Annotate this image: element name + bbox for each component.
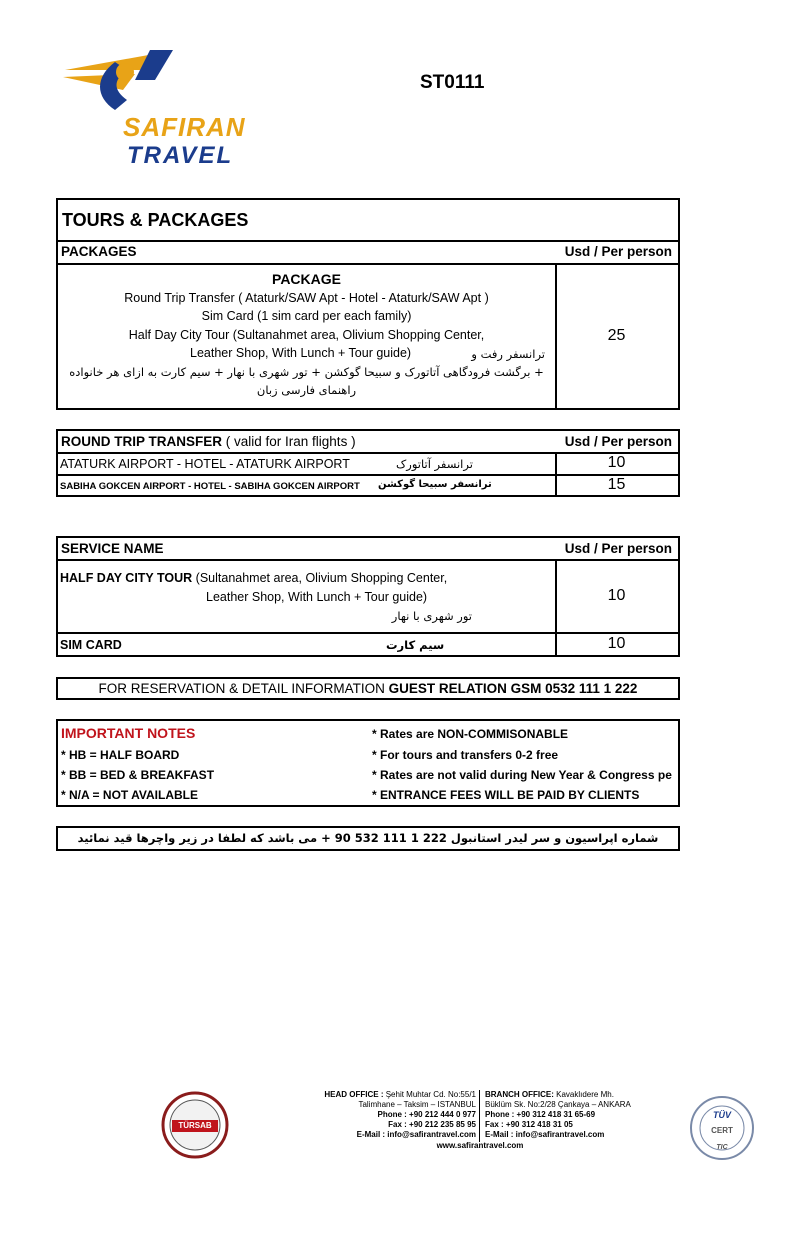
package-fa-line: + برگشت فرودگاهی آتاتورک و سبیحا گوکشن + تور شهری با نهار + سیم کارت به ازای هر خانواده: [69, 364, 544, 379]
logo-text-travel: TRAVEL: [127, 142, 234, 169]
head-office-fax: Fax : +90 212 235 85 95: [388, 1120, 476, 1129]
branch-office-info: [485, 1090, 665, 1140]
branch-office-address: Kavaklıdere Mh.: [556, 1090, 614, 1099]
note-item: * ENTRANCE FEES WILL BE PAID BY CLIENTS: [372, 788, 640, 802]
reservation-info: [56, 677, 680, 700]
head-office-label: HEAD OFFICE :: [324, 1090, 384, 1099]
head-office-address: Şehit Muhtar Cd. No:55/1: [385, 1090, 476, 1099]
sim-card-fa: سیم کارت: [386, 638, 445, 652]
operations-notice: شماره اپراسیون و سر لیدر استانبول 222 1 111 532 90 + می باشد که لطفا در زیر واچرها قید نمائید: [56, 826, 680, 851]
packages-header: PACKAGES: [61, 244, 137, 259]
cert-label: CERT: [711, 1126, 733, 1135]
transfer-row-fa: ترانسفر آتاتورک: [396, 457, 473, 471]
company-logo: [55, 42, 265, 172]
package-line: Leather Shop, With Lunch + Tour guide): [190, 346, 412, 360]
city-tour-detail: (Sultanahmet area, Olivium Shopping Center,: [192, 571, 448, 585]
head-office-info: [280, 1090, 476, 1140]
logo-mark-icon: [55, 42, 265, 122]
package-description: [58, 270, 555, 400]
branch-office-email: E-Mail : info@safirantravel.com: [485, 1130, 605, 1139]
branch-office-phone: Phone : +90 312 418 31 65-69: [485, 1110, 596, 1119]
service-price-header: Usd / Per person: [564, 541, 672, 556]
service-name-header: SERVICE NAME: [61, 541, 164, 556]
package-fa-line: راهنمای فارسی زبان: [256, 383, 357, 397]
transfer-row-name: SABIHA GOKCEN AIRPORT - HOTEL - SABIHA GOKCEN AIRPORT: [60, 481, 360, 492]
tours-title: TOURS & PACKAGES: [62, 210, 249, 230]
website-link[interactable]: www.safirantravel.com: [436, 1141, 524, 1150]
logo-text-safiran: SAFIRAN: [123, 112, 246, 142]
package-line: Round Trip Transfer ( Ataturk/SAW Apt - Hotel - Ataturk/SAW Apt ): [124, 290, 489, 305]
city-tour-fa: تور شهری با نهار: [391, 609, 472, 623]
note-item: * N/A = NOT AVAILABLE: [61, 788, 199, 802]
transfer-title: [61, 434, 356, 449]
reservation-text: FOR RESERVATION & DETAIL INFORMATION: [98, 681, 389, 696]
offer-code: ST0111: [420, 72, 485, 93]
transfer-title-note: ( valid for Iran flights ): [222, 434, 356, 449]
reservation-gsm: GUEST RELATION GSM 0532 111 1 222: [388, 681, 638, 696]
head-office-address: Talimhane – Taksim – ISTANBUL: [358, 1100, 476, 1109]
services-table: [56, 536, 680, 657]
note-item: * HB = HALF BOARD: [61, 748, 180, 762]
package-line: Half Day City Tour (Sultanahmet area, Olivium Shopping Center,: [128, 327, 485, 342]
city-tour-description: [60, 569, 550, 626]
branch-office-label: BRANCH OFFICE:: [485, 1090, 554, 1099]
package-title: PACKAGE: [272, 271, 341, 287]
tursab-badge: [160, 1090, 230, 1160]
tours-packages-table: [56, 198, 680, 410]
head-office-email: E-Mail : info@safirantravel.com: [356, 1130, 476, 1139]
tursab-label: TÜRSAB: [178, 1121, 212, 1130]
important-notes: [56, 719, 680, 807]
package-fa-line: ترانسفر رفت و: [471, 347, 545, 361]
head-office-phone: Phone : +90 212 444 0 977: [377, 1110, 476, 1119]
package-line: Sim Card (1 sim card per each family): [201, 309, 412, 323]
transfer-row-fa: ترانسفر سبیحا گوکشن: [378, 479, 492, 490]
tic-label: TIC: [716, 1144, 728, 1151]
transfer-title-bold: ROUND TRIP TRANSFER: [61, 434, 223, 449]
notes-title: IMPORTANT NOTES: [61, 725, 196, 741]
note-item: * BB = BED & BREAKFAST: [61, 768, 215, 782]
note-item: * Rates are not valid during New Year & Congress pe: [372, 768, 672, 782]
transfer-row-price: 15: [607, 476, 626, 493]
sim-card-name: SIM CARD: [60, 638, 122, 652]
branch-office-fax: Fax : +90 312 418 31 05: [485, 1120, 573, 1129]
transfer-row-price: 10: [607, 454, 626, 471]
transfer-row-name: ATATURK AIRPORT - HOTEL - ATATURK AIRPORT: [60, 457, 350, 471]
transfer-table: [56, 429, 680, 497]
note-item: * For tours and transfers 0-2 free: [372, 748, 559, 762]
tuv-cert-badge: [688, 1094, 756, 1162]
city-tour-price: 10: [607, 587, 626, 604]
package-price: 25: [607, 327, 626, 344]
price-header: Usd / Per person: [564, 244, 672, 259]
city-tour-detail-line2: Leather Shop, With Lunch + Tour guide): [206, 590, 428, 604]
tuv-label: TÜV: [713, 1110, 731, 1120]
transfer-price-header: Usd / Per person: [564, 434, 672, 449]
city-tour-name: HALF DAY CITY TOUR: [60, 571, 193, 585]
branch-office-address: Büklüm Sk. No:2/28 Çankaya – ANKARA: [485, 1100, 631, 1109]
footer-divider: [479, 1090, 480, 1142]
note-item: * Rates are NON-COMMISONABLE: [372, 727, 569, 741]
sim-card-price: 10: [607, 635, 626, 652]
